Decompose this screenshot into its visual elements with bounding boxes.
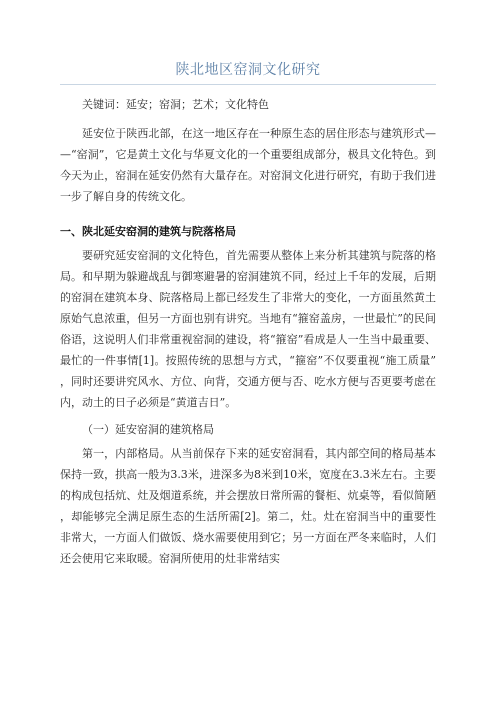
document-body: [60, 94, 436, 569]
section-heading: 一、陕北延安窑洞的建筑与院落格局: [60, 225, 236, 238]
subsection-paragraph: 第一，内部格局。从当前保存下来的延安窑洞看，其内部空间的格局基本保持一致，拱高一般为3.3米，进深多为8米到10米，宽度在3.3米左右。主要的构成包括炕、灶及烟道系统，并会摆放日常所需的餐柜、炕桌等，看似简陋，却能够完全满足原生态的生活所需[2]。第二，灶。灶在窑洞当中的重要性非常大，一方面人们做饭、烧水需要使用到它；另一方面在严冬来临时，人们还会使用它来取暖。窑洞所使用的灶非常结实: [60, 447, 436, 565]
intro-paragraph: 延安位于陕西北部，在这一地区存在一种原生态的居住形态与建筑形式——“窑洞”，它是黄土文化与华夏文化的一个重要组成部分，极具文化特色。到今天为止，窑洞在延安仍然有大量存在。对窑洞文化进行研究，有助于我们进一步了解自身的传统文化。: [60, 127, 436, 203]
title-divider: [60, 84, 436, 85]
keywords-line: 关键词：延安；窑洞；艺术；文化特色: [82, 98, 269, 111]
section-paragraph: 要研究延安窑洞的文化特色，首先需要从整体上来分析其建筑与院落的格局。和早期为躲避战乱与御寒避暑的窑洞建筑不同，经过上千年的发展，后期的窑洞在建筑本身、院落格局上都已经发生了非常大的变化，一方面虽然黄土原始气息浓重，但另一方面也别有讲究。当地有“箍窑盖房，一世最忙”的民间俗语，这说明人们非常重视窑洞的建设，将“箍窑”看成是人一生当中最重要、最忙的一件事情[1]。按照传统的思想与方式，“箍窑”不仅要重视“施工质量”，同时还要讲究风水、方位、向背，交通方便与否、吃水方便与否更要考虑在内，动土的日子必须是“黄道吉日”。: [60, 249, 436, 409]
document-title: 陕北地区窑洞文化研究: [175, 62, 321, 78]
spacer: [60, 207, 436, 215]
subsection-heading: （一）延安窑洞的建筑格局: [82, 423, 214, 436]
